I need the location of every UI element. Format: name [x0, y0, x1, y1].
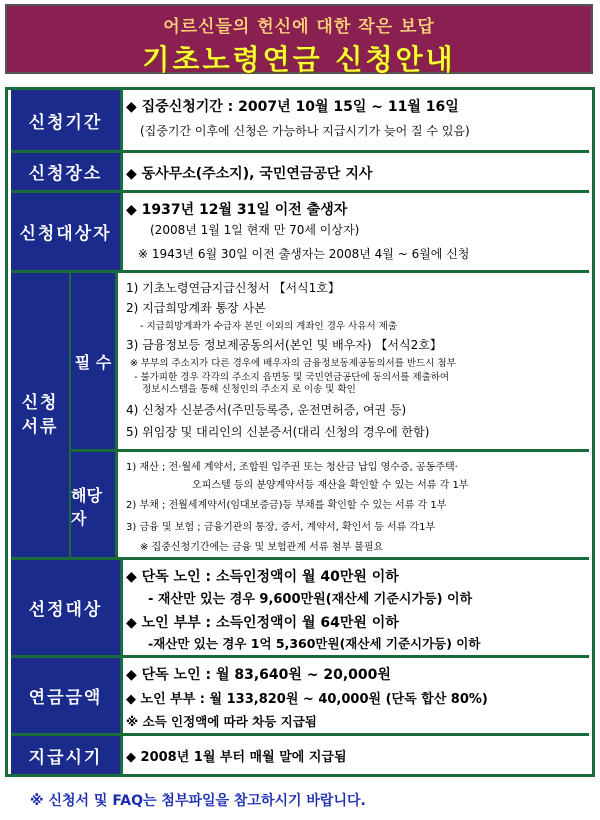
label-place: 신청장소: [11, 153, 123, 190]
label-selection: 선정대상: [11, 560, 123, 655]
required-line-8: 4) 신청자 신분증서(주민등록증, 운전면허증, 여권 등): [126, 403, 407, 417]
required-line-6: - 불가피한 경우 각각의 주소지 읍면동 및 국민연금공단에 동의서를 제출하여: [134, 372, 450, 383]
footer-note: ※ 신청서 및 FAQ는 첨부파일을 참고하시기 바랍니다.: [30, 793, 366, 809]
amount-line-1: ◆ 단독 노인 : 월 83,640원 ~ 20,000원: [126, 667, 391, 683]
required-line-1: 1) 기초노령연금지급신청서 【서식1호】: [126, 281, 340, 295]
applicable-line-3: 2) 부채 ; 전월세계약서(임대보증금)등 부채를 확인할 수 있는 서류 각 1부: [126, 500, 447, 511]
row-selection: [11, 557, 589, 655]
row-place: [11, 150, 589, 190]
content-place: [126, 153, 587, 190]
place-line-1: ◆ 동사무소(주소지), 국민연금공단 지사: [126, 166, 373, 182]
row-documents: [11, 270, 589, 557]
target-line-3: ※ 1943년 6월 30일 이전 출생자는 2008년 4월 ~ 6월에 신청: [138, 247, 470, 261]
applicable-line-4: 3) 금융 및 보험 ; 금융기관의 통장, 증서, 계약서, 확인서 등 서류 각1부: [126, 522, 436, 533]
label-applicable: 해당자: [69, 452, 118, 560]
label-period: 신청기간: [11, 90, 123, 150]
label-amount: 연금금액: [11, 658, 123, 733]
row-payment: [11, 733, 589, 774]
selection-line-2: - 재산만 있는 경우 9,600만원(재산세 기준시가등) 이하: [148, 592, 473, 607]
label-payment: 지급시기: [11, 736, 123, 774]
content-amount: [126, 658, 587, 733]
target-line-1: ◆ 1937년 12월 31일 이전 출생자: [126, 202, 348, 218]
applicable-line-5: ※ 집중신청기간에는 금융 및 보험관계 서류 첨부 불필요: [140, 542, 384, 553]
selection-line-1: ◆ 단독 노인 : 소득인정액이 월 40만원 이하: [126, 569, 399, 585]
row-amount: [11, 655, 589, 733]
selection-line-4: -재산만 있는 경우 1억 5,360만원(재산세 기준시가등) 이하: [148, 636, 481, 651]
content-applicable: [126, 452, 587, 557]
content-selection: [126, 560, 587, 655]
required-line-4: 3) 금융정보등 정보제공동의서(본인 및 배우자) 【서식2호】: [126, 338, 442, 352]
required-line-5: ※ 부부의 주소지가 다른 경우에 배우자의 금융정보동제공동의서를 반드시 첨부: [130, 358, 456, 369]
header-title: 기초노령연금 신청안내: [142, 43, 456, 76]
content-target: [126, 193, 587, 270]
info-table: [5, 87, 595, 777]
target-line-2: (2008년 1월 1일 현재 만 70세 이상자): [150, 223, 360, 237]
header-banner: [5, 4, 593, 74]
header-subtitle: 어르신들의 헌신에 대한 작은 보답: [163, 17, 435, 37]
required-line-9: 5) 위임장 및 대리인의 신분증서(대리 신청의 경우에 한함): [126, 425, 430, 439]
payment-line-1: ◆ 2008년 1월 부터 매월 말에 지급됨: [126, 750, 347, 765]
row-target: [11, 190, 589, 270]
label-required: 필 수: [69, 273, 118, 449]
content-required: [126, 273, 587, 449]
amount-line-2: ◆ 노인 부부 : 월 133,820원 ~ 40,000원 (단독 합산 80%): [126, 692, 488, 707]
period-line-1: ◆ 집중신청기간 : 2007년 10월 15일 ~ 11월 16일: [126, 99, 459, 115]
row-period: [11, 90, 589, 150]
label-target: 신청대상자: [11, 193, 123, 270]
required-line-2: 2) 지급희망계좌 통장 사본: [126, 301, 266, 315]
applicable-line-2: 오피스텔 등의 분양계약서등 재산을 확인할 수 있는 서류 각 1부: [192, 480, 469, 491]
required-line-7: 정보시스템을 통해 신청인의 주소지 로 이송 및 확인: [142, 384, 356, 395]
required-line-3: - 지급희망계좌가 수급자 본인 이외의 계좌인 경우 사유서 제출: [140, 321, 398, 332]
content-payment: [126, 736, 587, 774]
content-period: [126, 90, 587, 150]
amount-line-3: ※ 소득 인정액에 따라 차등 지급됨: [126, 714, 317, 729]
label-documents: 신청 서류: [11, 273, 69, 557]
selection-line-3: ◆ 노인 부부 : 소득인정액이 월 64만원 이하: [126, 615, 399, 631]
applicable-line-1: 1) 재산 ; 전·월세 계약서, 조합원 입주권 또는 청산금 납입 영수증, 공동주택·: [126, 462, 458, 473]
period-line-2: (집중기간 이후에 신청은 가능하나 지급시기가 늦어 질 수 있음): [140, 124, 470, 138]
